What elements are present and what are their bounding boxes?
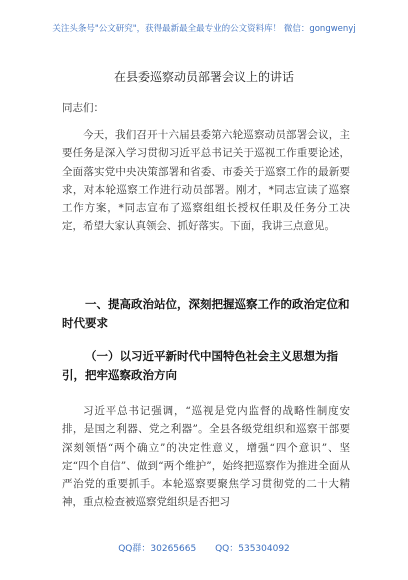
section-heading-1: 一、提高政治站位，深刻把握巡察工作的政治定位和时代要求 [62, 297, 350, 330]
footer-contact [0, 541, 408, 554]
document-title: 在县委巡察动员部署会议上的讲话 [113, 70, 294, 84]
header-banner: 关注头条号"公文研究"，获得最新最全最专业的公文资料库！ 微信：gongwenyj [52, 24, 356, 34]
greeting: 同志们： [62, 102, 104, 114]
footer-qq-group: QQ群：30265665 [118, 544, 197, 554]
paragraph-intro: 今天，我们召开十六届县委第六轮巡察动员部署会议，主要任务是深入学习贯彻习近平总书记关于巡视工作重要论述，全面落实党中央决策部署和省委、市委关于巡察工作的最新要求，对本轮巡察工作进行动员部署。刚才，*同志宣读了巡察工作方案，*同志宣布了巡察组组长授权任职及任务分工决定，希望大家认真领会、抓好落实。下面，我讲三点意见。 [62, 129, 350, 233]
footer-qq: QQ：535304092 [215, 544, 290, 554]
subsection-heading-1: （一）以习近平新时代中国特色社会主义思想为指引，把牢巡察政治方向 [62, 349, 338, 382]
paragraph-body: 习近平总书记强调，“巡视是党内监督的战略性制度安排，是国之利器、党之利器”。全县各级党组织和巡察干部要深刻领悟“两个确立”的决定性意义，增强“四个意识”、坚定“四个自信”、做到“两个维护”，始终把巡察作为推进全面从严治党的重要抓手。本轮巡察要聚焦学习贯彻党的二十大精神，重点检查被巡察党组织是否把习 [62, 405, 350, 509]
